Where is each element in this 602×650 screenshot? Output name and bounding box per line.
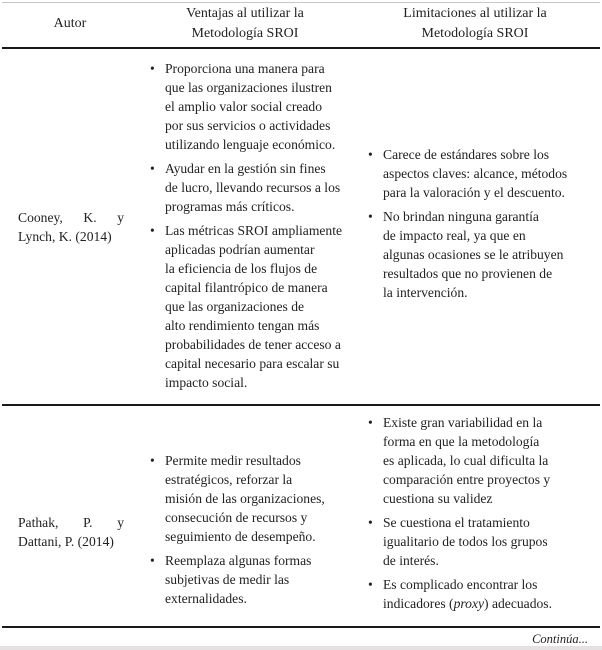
bullet-line: • Ayudar en la gestión sin fines bbox=[165, 161, 326, 176]
bullet-line: probabilidades de tener acceso a bbox=[165, 337, 341, 352]
bullet-line: • No brindan ninguna garantía bbox=[383, 209, 539, 224]
bullet-line: para la valoración y el descuento. bbox=[383, 185, 565, 200]
bullet-line: capital necesario para escalar su bbox=[165, 356, 340, 371]
bullet-line: la intervención. bbox=[383, 285, 468, 300]
top-rule bbox=[2, 2, 600, 3]
bullet-line: • Existe gran variabilidad en la bbox=[383, 415, 543, 430]
bullet-line: algunas ocasiones se le atribuyen bbox=[383, 247, 564, 262]
bullet-line: utilizando lenguaje económico. bbox=[165, 137, 336, 152]
header-ventajas bbox=[140, 4, 350, 44]
bullet-line: • Carece de estándares sobre los bbox=[383, 147, 550, 162]
bullet-line: de impacto real, ya que en bbox=[383, 228, 526, 243]
bullet-line: seguimiento de desempeño. bbox=[165, 529, 316, 544]
row1-limitaciones bbox=[368, 145, 567, 307]
bullet-line: de interés. bbox=[383, 553, 439, 568]
bullet-line: comparación entre proyectos y bbox=[383, 472, 551, 487]
header-line: Metodología SROI bbox=[421, 26, 529, 41]
row-rule bbox=[2, 404, 600, 406]
bullet-line: consecución de recursos y bbox=[165, 510, 308, 525]
bullet-item bbox=[150, 59, 342, 154]
bullet-line: • Es complicado encontrar los bbox=[383, 577, 538, 592]
bullet-line: la eficiencia de los flujos de bbox=[165, 261, 318, 276]
author-line: Dattani, P. (2014) bbox=[18, 534, 114, 549]
author-line: Cooney, K. y bbox=[18, 210, 124, 225]
bullet-line: que las organizaciones de bbox=[165, 299, 305, 314]
bullet-item bbox=[368, 575, 552, 613]
bullet-line: forma en que la metodología bbox=[383, 434, 540, 449]
continues-note: Continúa... bbox=[532, 632, 588, 646]
bullet-line: • Permite medir resultados bbox=[165, 453, 301, 468]
header-line: Ventajas al utilizar la bbox=[186, 6, 304, 21]
bullet-item bbox=[150, 159, 342, 216]
bullet-line: cuestiona su validez bbox=[383, 491, 493, 506]
author-line: Pathak, P. y bbox=[18, 515, 124, 530]
bullet-line: capital filantrópico de manera bbox=[165, 280, 328, 295]
header-line: Metodología SROI bbox=[191, 26, 299, 41]
bullet-line: • Reemplaza algunas formas bbox=[165, 553, 312, 568]
row1-author bbox=[18, 208, 124, 246]
bullet-line: aplicadas podrían aumentar bbox=[165, 242, 315, 257]
bullet-line: el amplio valor social creado bbox=[165, 99, 323, 114]
bullet-line: estratégicos, reforzar la bbox=[165, 472, 293, 487]
bullet-line: • Las métricas SROI ampliamente bbox=[165, 223, 343, 238]
bullet-line: externalidades. bbox=[165, 591, 247, 606]
bullet-line: impacto social. bbox=[165, 375, 248, 390]
header-rule bbox=[2, 47, 600, 49]
bullet-item bbox=[368, 513, 552, 570]
bullet-line: resultados que no provienen de bbox=[383, 266, 553, 281]
bullet-line: misión de las organizaciones, bbox=[165, 491, 325, 506]
bullet-line: alto rendimiento tengan más bbox=[165, 318, 320, 333]
bullet-line: aspectos claves: alcance, métodos bbox=[383, 166, 568, 181]
bullet-line: • Proporciona una manera para bbox=[165, 61, 325, 76]
row2-author bbox=[18, 513, 124, 551]
bullet-line: subjetivas de medir las bbox=[165, 572, 290, 587]
header-autor: Autor bbox=[53, 16, 87, 31]
header-limitaciones bbox=[355, 4, 595, 44]
bottom-rule bbox=[2, 626, 600, 628]
bullet-line: de lucro, llevando recursos a los bbox=[165, 180, 341, 195]
row2-ventajas bbox=[150, 451, 325, 613]
bullet-line: por sus servicios o actividades bbox=[165, 118, 331, 133]
header-line: Limitaciones al utilizar la bbox=[403, 6, 547, 21]
bullet-line: es aplicada, lo cual dificulta la bbox=[383, 453, 549, 468]
row1-ventajas bbox=[150, 59, 342, 397]
bullet-line: que las organizaciones ilustren bbox=[165, 80, 332, 95]
bullet-item bbox=[150, 221, 342, 392]
bullet-item bbox=[368, 413, 552, 508]
footer-strip bbox=[0, 646, 602, 650]
author-line: Lynch, K. (2014) bbox=[18, 229, 112, 244]
bullet-item bbox=[368, 145, 567, 202]
bullet-item bbox=[150, 551, 325, 608]
bullet-item bbox=[368, 207, 567, 302]
bullet-line: • Se cuestiona el tratamiento bbox=[383, 515, 530, 530]
bullet-line: indicadores (proxy) adecuados. bbox=[383, 596, 552, 611]
bullet-line: igualitario de todos los grupos bbox=[383, 534, 548, 549]
bullet-line: programas más críticos. bbox=[165, 199, 295, 214]
bullet-item bbox=[150, 451, 325, 546]
row2-limitaciones bbox=[368, 413, 552, 618]
